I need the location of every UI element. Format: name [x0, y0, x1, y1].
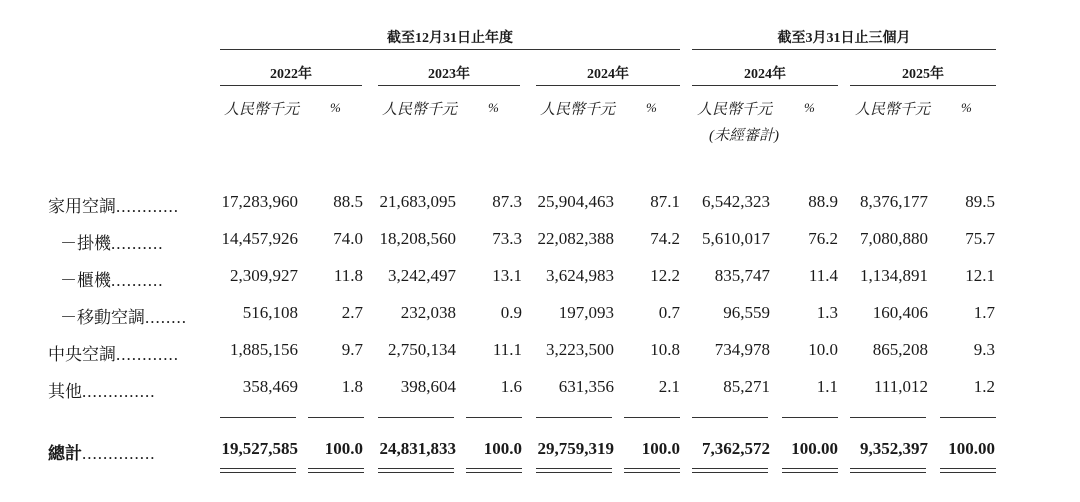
- year-rule-2024: [536, 85, 680, 86]
- row-label: 中央空調: [48, 345, 116, 364]
- table-cell: 87.1: [650, 192, 680, 211]
- year-header-2025-q1: 2025年: [902, 67, 944, 82]
- table-cell: 10.0: [808, 340, 838, 359]
- table-cell: 87.3: [492, 192, 522, 211]
- table-cell: 516,108: [242, 303, 298, 322]
- row-label: －櫃機: [60, 271, 111, 290]
- table-cell: 1.8: [341, 377, 363, 396]
- unit-label-2024-q1: 人民幣千元: [697, 102, 773, 118]
- table-cell: 18,208,560: [379, 229, 456, 248]
- table-cell: 835,747: [714, 266, 770, 285]
- table-cell: 88.5: [333, 192, 363, 211]
- table-cell: 1.2: [973, 377, 995, 396]
- total-cell: 24,831,833: [379, 439, 456, 458]
- table-cell: 85,271: [723, 377, 770, 396]
- table-cell: 76.2: [808, 229, 838, 248]
- total-double-rule: [624, 468, 680, 473]
- subtotal-rule: [692, 417, 768, 418]
- table-cell: 5,610,017: [702, 229, 770, 248]
- table-cell: 3,242,497: [388, 266, 456, 285]
- subtotal-rule: [220, 417, 296, 418]
- leader-dots: ..............: [82, 444, 156, 463]
- table-cell: 9.7: [341, 340, 363, 359]
- year-header-2024-q1: 2024年: [744, 67, 786, 82]
- subtotal-rule: [536, 417, 612, 418]
- table-cell: 10.8: [650, 340, 680, 359]
- total-cell: 100.0: [483, 439, 522, 458]
- subtotal-rule: [378, 417, 454, 418]
- row-label: －移動空調: [60, 308, 145, 327]
- table-cell: 3,624,983: [546, 266, 614, 285]
- table-cell: 73.3: [492, 229, 522, 248]
- year-rule-2025-q1: [850, 85, 996, 86]
- total-cell: 100.0: [641, 439, 680, 458]
- year-rule-2024-q1: [692, 85, 838, 86]
- subtotal-rule: [940, 417, 996, 418]
- table-cell: 21,683,095: [379, 192, 456, 211]
- table-cell: 2,309,927: [230, 266, 298, 285]
- table-cell: 2,750,134: [388, 340, 456, 359]
- table-cell: 88.9: [808, 192, 838, 211]
- total-double-rule: [692, 468, 768, 473]
- year-header-2023: 2023年: [428, 67, 470, 82]
- unaudited-note: (未經審計): [709, 128, 779, 144]
- table-cell: 8,376,177: [860, 192, 928, 211]
- table-cell: 1.6: [500, 377, 522, 396]
- table-cell: 6,542,323: [702, 192, 770, 211]
- table-cell: 11.8: [333, 266, 363, 285]
- total-cell: 100.00: [791, 439, 838, 458]
- table-cell: 74.2: [650, 229, 680, 248]
- pct-label-2023: %: [488, 100, 499, 115]
- leader-dots: ............: [116, 345, 179, 364]
- table-cell: 1.1: [816, 377, 838, 396]
- leader-dots: ........: [145, 308, 187, 327]
- total-double-rule: [782, 468, 838, 473]
- leader-dots: ..........: [111, 271, 164, 290]
- table-cell: 3,223,500: [546, 340, 614, 359]
- table-cell: 17,283,960: [221, 192, 298, 211]
- table-cell: 0.7: [658, 303, 680, 322]
- table-cell: 74.0: [333, 229, 363, 248]
- unit-label-2023: 人民幣千元: [382, 102, 458, 118]
- subtotal-rule: [782, 417, 838, 418]
- table-cell: 12.1: [965, 266, 995, 285]
- total-cell: 9,352,397: [860, 439, 928, 458]
- table-cell: 11.1: [492, 340, 522, 359]
- total-double-rule: [378, 468, 454, 473]
- table-cell: 25,904,463: [537, 192, 614, 211]
- table-cell: 1.7: [973, 303, 995, 322]
- leader-dots: ..........: [111, 234, 164, 253]
- total-cell: 100.00: [948, 439, 995, 458]
- pct-label-2025-q1: %: [961, 100, 972, 115]
- table-cell: 7,080,880: [860, 229, 928, 248]
- table-cell: 0.9: [500, 303, 522, 322]
- table-cell: 197,093: [558, 303, 614, 322]
- total-cell: 100.0: [324, 439, 363, 458]
- table-cell: 1.3: [816, 303, 838, 322]
- row-label: 其他: [48, 382, 82, 401]
- subtotal-rule: [308, 417, 364, 418]
- table-cell: 89.5: [965, 192, 995, 211]
- table-cell: 75.7: [965, 229, 995, 248]
- total-label: 總計: [48, 444, 82, 463]
- table-cell: 358,469: [242, 377, 298, 396]
- table-cell: 398,604: [400, 377, 456, 396]
- pct-label-2024-q1: %: [804, 100, 815, 115]
- table-cell: 160,406: [872, 303, 928, 322]
- total-double-rule: [940, 468, 996, 473]
- table-cell: 734,978: [714, 340, 770, 359]
- group-header-annual: 截至12月31日止年度: [387, 31, 513, 46]
- total-double-rule: [850, 468, 926, 473]
- table-cell: 11.4: [808, 266, 838, 285]
- leader-dots: ............: [116, 197, 179, 216]
- table-cell: 631,356: [558, 377, 614, 396]
- total-cell: 7,362,572: [702, 439, 770, 458]
- table-cell: 232,038: [400, 303, 456, 322]
- group-header-quarter: 截至3月31日止三個月: [777, 31, 911, 46]
- unit-label-2024: 人民幣千元: [540, 102, 616, 118]
- table-cell: 12.2: [650, 266, 680, 285]
- leader-dots: ..............: [82, 382, 156, 401]
- table-cell: 2.1: [658, 377, 680, 396]
- subtotal-rule: [466, 417, 522, 418]
- group-rule-annual: [220, 49, 680, 50]
- group-rule-quarter: [692, 49, 996, 50]
- total-cell: 29,759,319: [537, 439, 614, 458]
- pct-label-2024: %: [646, 100, 657, 115]
- table-cell: 96,559: [723, 303, 770, 322]
- table-cell: 1,134,891: [860, 266, 928, 285]
- subtotal-rule: [624, 417, 680, 418]
- row-label: 家用空調: [48, 197, 116, 216]
- table-cell: 1,885,156: [230, 340, 298, 359]
- pct-label-2022: %: [330, 100, 341, 115]
- total-double-rule: [220, 468, 296, 473]
- year-rule-2023: [378, 85, 520, 86]
- table-cell: 9.3: [973, 340, 995, 359]
- table-cell: 111,012: [874, 377, 928, 396]
- unit-label-2022: 人民幣千元: [224, 102, 300, 118]
- year-header-2024: 2024年: [587, 67, 629, 82]
- total-cell: 19,527,585: [221, 439, 298, 458]
- year-header-2022: 2022年: [270, 67, 312, 82]
- unit-label-2025-q1: 人民幣千元: [855, 102, 931, 118]
- total-double-rule: [308, 468, 364, 473]
- table-cell: 2.7: [341, 303, 363, 322]
- table-cell: 14,457,926: [221, 229, 298, 248]
- total-double-rule: [536, 468, 612, 473]
- table-cell: 865,208: [872, 340, 928, 359]
- subtotal-rule: [850, 417, 926, 418]
- table-cell: 22,082,388: [537, 229, 614, 248]
- row-label: －掛機: [60, 234, 111, 253]
- year-rule-2022: [220, 85, 362, 86]
- total-double-rule: [466, 468, 522, 473]
- table-cell: 13.1: [492, 266, 522, 285]
